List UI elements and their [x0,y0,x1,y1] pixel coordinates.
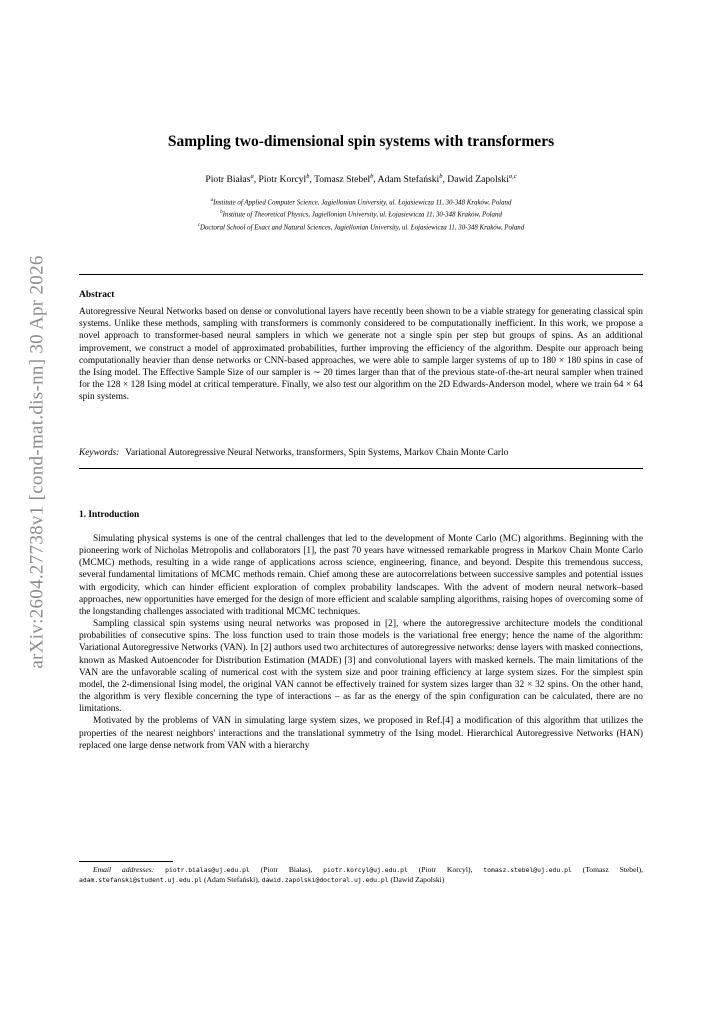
email-address: dawid.zapolski@doctoral.uj.edu.pl [261,876,389,885]
paragraph: Simulating physical systems is one of the central challenges that led to the development of Monte Carlo (MC) algorithms. Beginning with the pioneering work of Nicholas Metropolis and collaborators [1], the past 70 years have witnessed remarkable progress in Markov Chain Monte Carlo (MCMC) methods, resulting in a wide range of applications across science, engineering, finance, and beyond. Despite this tremendous success, several fundamental limitations of MCMC methods remain. Chief among these are autocorrelations between successive samples and potential issues with ergodicity, which can hinder efficient exploration of complex probability landscapes. With the advent of modern neural network–based approaches, new opportunities have emerged for the design of more efficient and scalable sampling algorithms, raising hopes of overcoming some of the longstanding challenges associated with traditional MCMC techniques. [79,534,643,617]
affiliation: $^c$Doctoral School of Exact and Natural Sciences, Jagiellonian University, ul. Łojasiewicza 11, 30-348 Kraków, Poland [197,222,525,231]
email-label: Email addresses: [93,865,155,874]
email-address: piotr.bialas@uj.edu.pl [165,866,250,874]
abstract-top-rule [79,274,643,275]
email-owner: (Tomasz Stebel) [582,865,642,874]
paragraph: Motivated by the problems of VAN in simulating large system sizes, we proposed in Ref.[4] a modification of this algorithm that utilizes the properties of the nearest neighbors' interactions and the translational symmetry of the Ising model. Hierarchical Autoregressive Networks (HAN) replaced one large dense network from VAN with a hierarchy [79,716,643,751]
keywords-line [79,447,643,459]
author: Tomasz Stebel$^b$ [314,173,374,186]
abstract-text: Autoregressive Neural Networks based on dense or convolutional layers have recently been shown to be a viable strategy for generating classical spin systems. Unlike these methods, sampling with transformers is commonly considered to be computationally inefficient. In this work, we propose a novel approach to transformer-based neural samplers in which we generate not a single spin per step but groups of spins. As an additional improvement, we construct a model of approximated probabilities, further improving the efficiency of the algorithm. Despite our approach being computationally heavier than dense networks or CNN-based approaches, we were able to sample larger systems of up to 180 × 180 spins in case of the Ising model. The Effective Sample Size of our sampler is ∼ 20 times larger than that of the previous state-of-the-art neural sampler when trained for the 128 × 128 Ising model at critical temperature. Finally, we also test our algorithm on the 2D Edwards-Anderson model, where we train 64 × 64 spin systems. [79,307,643,403]
author: Piotr Białas$^a$ [205,173,254,186]
keywords-label: Keywords: [79,448,120,458]
introduction-body [79,533,643,752]
email-owner: (Piotr Korcyl) [418,865,471,874]
arxiv-id-text: arXiv:2604.27738v1 [cond-mat.dis-nn] 30 Apr 2026 [27,255,48,669]
footnote-rule [79,861,173,862]
author: Piotr Korcyl$^b$ [258,173,310,186]
keywords-bottom-rule [79,468,643,469]
author: Adam Stefański$^b$ [377,173,443,186]
footnote-emails: Email addresses: piotr.bialas@uj.edu.pl (Piotr Białas), piotr.korcyl@uj.edu.pl (Piotr Korcyl), tomasz.stebel@uj.edu.pl (Tomasz Stebel), adam.stefanski@student.uj.edu.pl (Adam Stefański), dawid.zapolski@doctoral.uj.edu.pl (Dawid Zapolski) [79,865,644,885]
affiliation: $^b$Institute of Theoretical Physics, Jagiellonian University, ul. Łojasiewicza 11, 30-348 Kraków, Poland [220,210,502,219]
email-address: piotr.korcyl@uj.edu.pl [323,866,408,874]
keywords-text: Variational Autoregressive Neural Networks, transformers, Spin Systems, Markov Chain Monte Carlo [125,448,509,458]
affiliation: $^a$Institute of Applied Computer Science, Jagiellonian University, ul. Łojasiewicza 11, 30-348 Kraków, Poland [210,198,512,207]
paragraph: Sampling classical spin systems using neural networks was proposed in [2], where the autoregressive architecture models the conditional probabilities of consecutive spins. The loss function used to train those models is the variational free energy; hence the name of the algorithm: Variational Autoregressive Networks (VAN). In [2] authors used two architectures of autoregressive networks: dense layers with masked connections, known as Masked Autoencoder for Distribution Estimation (MADE) [3] and convolutional layers with masked kernels. The main limitations of the VAN are the unfavorable scaling of numerical cost with the system size and poor training efficiency at large system sizes. For the simplest spin model, the 2-dimensional Ising model, the original VAN cannot be effectively trained for system sizes larger than 32 × 32 spins. On the other hand, the algorithm is very flexible concerning the type of interactions – as far as the energy of the spin configuration can be calculated, there are no limitations. [79,619,643,715]
affiliation-list [79,196,643,233]
email-owner: (Adam Stefański) [204,875,258,885]
email-address: adam.stefanski@student.uj.edu.pl [79,876,203,885]
author-list: Piotr Białas$^a$, Piotr Korcyl$^b$, Tomasz Stebel$^b$, Adam Stefański$^b$, Dawid Zapolski$^{a,c}$ [205,173,517,186]
email-owner: (Piotr Białas) [260,865,311,874]
arxiv-side-identifier [18,252,58,672]
introduction-heading: 1. Introduction [79,510,140,520]
author: Dawid Zapolski$^{a,c}$ [447,173,517,186]
email-address: tomasz.stebel@uj.edu.pl [483,866,572,874]
abstract-heading: Abstract [79,290,115,300]
email-owner: (Dawid Zapolski) [390,875,445,885]
paper-title: Sampling two-dimensional spin systems with transformers [167,133,555,150]
